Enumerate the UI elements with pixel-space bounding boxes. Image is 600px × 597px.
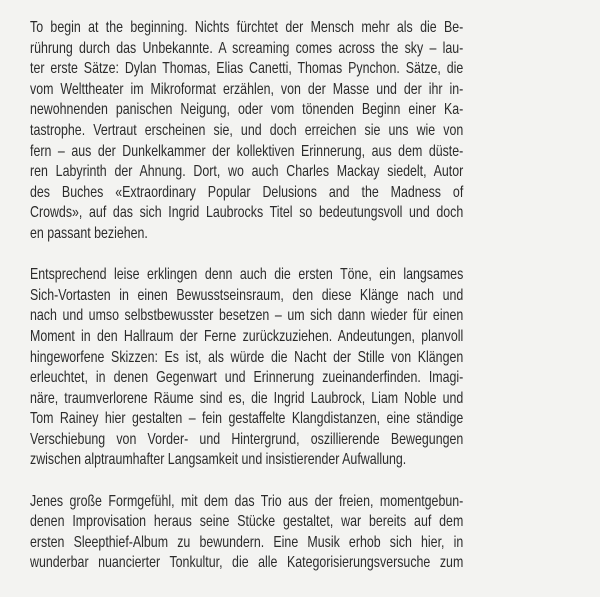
paragraph [30,265,463,471]
text-line: Moment in den Hallraum der Ferne zurückzuziehen. Andeutungen, planvoll [30,327,464,345]
text-line: Sich-Vortasten in einen Bewusstseinsraum, den diese Klänge nach und [30,286,464,304]
text-line: zwischen alptraumhafter Langsamkeit und insistierender Aufwallung. [30,451,407,469]
text-line: näre, traumverlorene Räume sind es, die Ingrid Laubrock, Liam Noble und [30,389,464,407]
text-line: Jenes große Formgefühl, mit dem das Trio aus der freien, momentgebun- [30,492,464,510]
text-line: en passant beziehen. [30,224,148,242]
text-line: ren Labyrinth der Ahnung. Dort, wo auch Charles Mackay siedelt, Autor [30,163,464,181]
paragraph [30,492,463,574]
text-line: ersten Sleepthief-Album zu bewundern. Eine Musik erhob sich hier, in [30,533,464,551]
text-line: newohnenden panischen Neigung, oder vom tönenden Beginn einer Ka- [30,101,464,119]
text-line: Tom Rainey hier gestalten – fein gestaffelte Klangdistanzen, eine ständige [30,410,464,428]
text-line: ter erste Sätze: Dylan Thomas, Elias Canetti, Thomas Pynchon. Sätze, die [30,60,464,78]
text-line: tastrophe. Vertraut erscheinen sie, und doch erreichen sie uns wie von [30,121,464,139]
text-line: erleuchtet, in denen Gegenwart und Erinnerung zueinanderfinden. Imagi- [30,369,464,387]
text-line: vom Welttheater im Mikroformat erzählen, von der Masse und der ihr in- [30,80,464,98]
text-line: nach und umso selbstbewusster besetzen – um sich dann wieder für einen [30,307,464,325]
text-line: Entsprechend leise erklingen denn auch die ersten Töne, ein langsames [30,266,464,284]
text-line: Verschiebung von Vorder- und Hintergrund, oszillierende Bewegungen [30,430,464,448]
text-line: denen Improvisation heraus seine Stücke gestaltet, war bereits auf dem [30,513,464,531]
text-line: fern – aus der Dunkelkammer der kollektiven Erinnerung, aus dem düste- [30,142,464,160]
text-line: rührung durch das Unbekannte. A screaming comes across the sky – lau- [30,39,464,57]
document-page [30,18,463,595]
paragraph [30,18,463,245]
text-line: To begin at the beginning. Nichts fürchtet der Mensch mehr als die Be- [30,19,464,36]
text-line: wunderbar nuancierter Tonkultur, die alle Kategorisierungsversuche zum [30,554,464,572]
text-line: des Buches «Extraordinary Popular Delusions and the Madness of [30,183,464,201]
text-line: Crowds», auf das sich Ingrid Laubrocks Titel so bedeutungsvoll und doch [30,204,464,222]
text-line: hingeworfene Skizzen: Es ist, als würde die Nacht der Stille von Klängen [30,348,464,366]
